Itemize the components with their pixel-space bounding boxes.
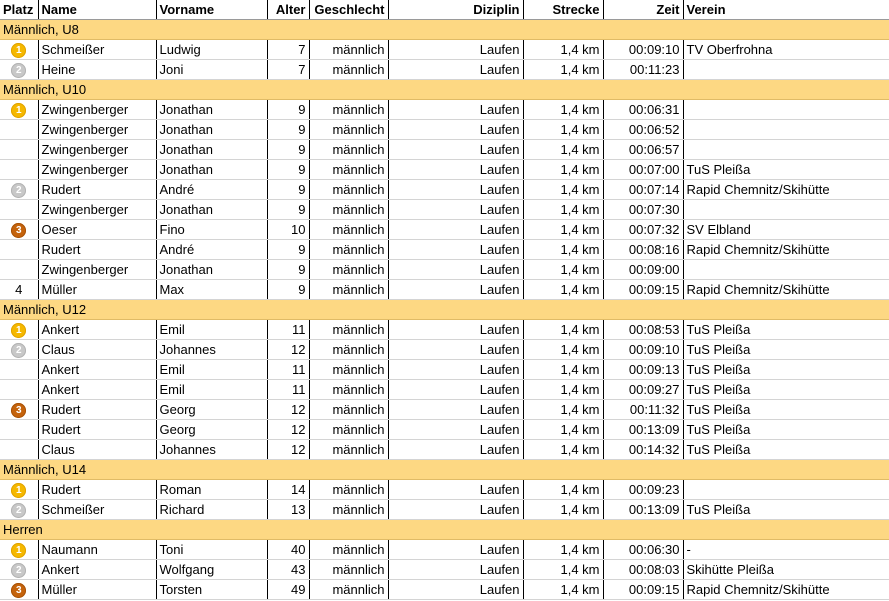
cell-zeit: 00:09:15 [603, 580, 683, 600]
gold-medal-icon: 1 [11, 543, 26, 558]
cell-strecke: 1,4 km [523, 360, 603, 380]
group-title: Männlich, U12 [0, 300, 889, 320]
gold-medal-icon: 1 [11, 483, 26, 498]
table-row [0, 340, 889, 360]
cell-geschlecht: männlich [309, 180, 388, 200]
cell-geschlecht: männlich [309, 240, 388, 260]
cell-verein: Rapid Chemnitz/Skihütte [683, 580, 889, 600]
cell-strecke: 1,4 km [523, 340, 603, 360]
cell-vorname: Johannes [156, 440, 267, 460]
header-strecke: Strecke [523, 0, 603, 20]
cell-geschlecht: männlich [309, 420, 388, 440]
cell-zeit: 00:08:53 [603, 320, 683, 340]
cell-zeit: 00:09:23 [603, 480, 683, 500]
cell-diziplin: Laufen [388, 440, 523, 460]
cell-zeit: 00:13:09 [603, 500, 683, 520]
cell-name: Heine [38, 60, 156, 80]
cell-alter: 9 [267, 100, 309, 120]
cell-alter: 14 [267, 480, 309, 500]
table-row [0, 40, 889, 60]
cell-verein: TuS Pleißa [683, 420, 889, 440]
cell-platz [0, 500, 38, 520]
table-row [0, 400, 889, 420]
cell-strecke: 1,4 km [523, 40, 603, 60]
cell-vorname: André [156, 180, 267, 200]
cell-alter: 43 [267, 560, 309, 580]
cell-alter: 9 [267, 120, 309, 140]
cell-alter: 9 [267, 280, 309, 300]
cell-name: Rudert [38, 180, 156, 200]
cell-verein: TuS Pleißa [683, 320, 889, 340]
group-title: Männlich, U14 [0, 460, 889, 480]
cell-geschlecht: männlich [309, 540, 388, 560]
header-name: Name [38, 0, 156, 20]
cell-vorname: Wolfgang [156, 560, 267, 580]
cell-platz [0, 220, 38, 240]
cell-geschlecht: männlich [309, 500, 388, 520]
cell-alter: 9 [267, 260, 309, 280]
table-row [0, 160, 889, 180]
cell-vorname: Jonathan [156, 140, 267, 160]
cell-verein [683, 140, 889, 160]
silver-medal-icon: 2 [11, 183, 26, 198]
cell-geschlecht: männlich [309, 380, 388, 400]
gold-medal-icon: 1 [11, 43, 26, 58]
cell-platz [0, 360, 38, 380]
cell-zeit: 00:09:00 [603, 260, 683, 280]
cell-name: Zwingenberger [38, 140, 156, 160]
cell-diziplin: Laufen [388, 280, 523, 300]
cell-diziplin: Laufen [388, 560, 523, 580]
cell-name: Naumann [38, 540, 156, 560]
cell-vorname: Fino [156, 220, 267, 240]
header-platz: Platz [0, 0, 38, 20]
cell-geschlecht: männlich [309, 400, 388, 420]
cell-platz: 4 [0, 280, 38, 300]
cell-zeit: 00:09:27 [603, 380, 683, 400]
cell-zeit: 00:11:32 [603, 400, 683, 420]
table-row [0, 220, 889, 240]
group-header-row [0, 20, 889, 40]
cell-geschlecht: männlich [309, 340, 388, 360]
cell-platz [0, 580, 38, 600]
cell-geschlecht: männlich [309, 360, 388, 380]
cell-vorname: Toni [156, 540, 267, 560]
cell-platz [0, 120, 38, 140]
cell-strecke: 1,4 km [523, 500, 603, 520]
cell-diziplin: Laufen [388, 400, 523, 420]
table-row [0, 280, 889, 300]
cell-vorname: Jonathan [156, 120, 267, 140]
cell-name: Zwingenberger [38, 120, 156, 140]
cell-alter: 10 [267, 220, 309, 240]
silver-medal-icon: 2 [11, 563, 26, 578]
cell-verein: TuS Pleißa [683, 360, 889, 380]
gold-medal-icon: 1 [11, 323, 26, 338]
cell-platz [0, 320, 38, 340]
group-header-row [0, 520, 889, 540]
cell-verein: Rapid Chemnitz/Skihütte [683, 180, 889, 200]
table-row [0, 360, 889, 380]
cell-verein: TuS Pleißa [683, 160, 889, 180]
cell-diziplin: Laufen [388, 200, 523, 220]
cell-platz [0, 420, 38, 440]
cell-alter: 12 [267, 420, 309, 440]
table-row [0, 560, 889, 580]
cell-vorname: Johannes [156, 340, 267, 360]
group-header-row [0, 80, 889, 100]
cell-name: Rudert [38, 420, 156, 440]
cell-diziplin: Laufen [388, 320, 523, 340]
cell-strecke: 1,4 km [523, 440, 603, 460]
cell-verein: - [683, 540, 889, 560]
cell-vorname: Emil [156, 380, 267, 400]
cell-diziplin: Laufen [388, 60, 523, 80]
cell-diziplin: Laufen [388, 120, 523, 140]
header-diziplin: Diziplin [388, 0, 523, 20]
cell-verein: Rapid Chemnitz/Skihütte [683, 240, 889, 260]
cell-geschlecht: männlich [309, 480, 388, 500]
cell-vorname: Joni [156, 60, 267, 80]
cell-strecke: 1,4 km [523, 120, 603, 140]
cell-name: Claus [38, 340, 156, 360]
table-row [0, 580, 889, 600]
cell-diziplin: Laufen [388, 580, 523, 600]
cell-strecke: 1,4 km [523, 320, 603, 340]
cell-platz [0, 540, 38, 560]
cell-diziplin: Laufen [388, 500, 523, 520]
cell-vorname: Georg [156, 420, 267, 440]
cell-zeit: 00:06:30 [603, 540, 683, 560]
cell-vorname: Jonathan [156, 200, 267, 220]
cell-verein: SV Elbland [683, 220, 889, 240]
cell-strecke: 1,4 km [523, 60, 603, 80]
cell-vorname: Max [156, 280, 267, 300]
cell-name: Ankert [38, 380, 156, 400]
cell-platz [0, 260, 38, 280]
silver-medal-icon: 2 [11, 343, 26, 358]
bronze-medal-icon: 3 [11, 403, 26, 418]
cell-verein: TuS Pleißa [683, 340, 889, 360]
cell-verein: Skihütte Pleißa [683, 560, 889, 580]
group-title: Herren [0, 520, 889, 540]
table-row [0, 240, 889, 260]
cell-alter: 9 [267, 240, 309, 260]
cell-diziplin: Laufen [388, 100, 523, 120]
cell-name: Rudert [38, 240, 156, 260]
cell-strecke: 1,4 km [523, 280, 603, 300]
cell-name: Zwingenberger [38, 160, 156, 180]
cell-vorname: Jonathan [156, 100, 267, 120]
cell-platz [0, 140, 38, 160]
cell-diziplin: Laufen [388, 40, 523, 60]
cell-strecke: 1,4 km [523, 180, 603, 200]
header-alter: Alter [267, 0, 309, 20]
cell-alter: 7 [267, 60, 309, 80]
cell-vorname: Ludwig [156, 40, 267, 60]
header-verein: Verein [683, 0, 889, 20]
cell-alter: 11 [267, 360, 309, 380]
cell-geschlecht: männlich [309, 260, 388, 280]
cell-alter: 12 [267, 400, 309, 420]
cell-zeit: 00:07:30 [603, 200, 683, 220]
cell-platz [0, 560, 38, 580]
table-row [0, 180, 889, 200]
cell-zeit: 00:09:10 [603, 340, 683, 360]
table-row [0, 500, 889, 520]
cell-platz [0, 340, 38, 360]
table-row [0, 420, 889, 440]
cell-name: Rudert [38, 400, 156, 420]
cell-geschlecht: männlich [309, 280, 388, 300]
cell-platz [0, 480, 38, 500]
cell-name: Schmeißer [38, 500, 156, 520]
cell-verein [683, 100, 889, 120]
cell-diziplin: Laufen [388, 420, 523, 440]
cell-geschlecht: männlich [309, 100, 388, 120]
cell-zeit: 00:07:14 [603, 180, 683, 200]
cell-strecke: 1,4 km [523, 240, 603, 260]
group-header-row [0, 460, 889, 480]
cell-diziplin: Laufen [388, 220, 523, 240]
cell-vorname: Jonathan [156, 160, 267, 180]
cell-strecke: 1,4 km [523, 560, 603, 580]
cell-name: Claus [38, 440, 156, 460]
table-row [0, 200, 889, 220]
cell-diziplin: Laufen [388, 340, 523, 360]
cell-name: Müller [38, 280, 156, 300]
cell-alter: 9 [267, 160, 309, 180]
cell-vorname: Georg [156, 400, 267, 420]
cell-strecke: 1,4 km [523, 260, 603, 280]
cell-strecke: 1,4 km [523, 220, 603, 240]
cell-alter: 13 [267, 500, 309, 520]
cell-name: Schmeißer [38, 40, 156, 60]
gold-medal-icon: 1 [11, 103, 26, 118]
cell-geschlecht: männlich [309, 60, 388, 80]
table-row [0, 120, 889, 140]
silver-medal-icon: 2 [11, 63, 26, 78]
cell-diziplin: Laufen [388, 360, 523, 380]
cell-strecke: 1,4 km [523, 420, 603, 440]
cell-alter: 11 [267, 320, 309, 340]
table-row [0, 480, 889, 500]
cell-name: Ankert [38, 360, 156, 380]
cell-verein: TuS Pleißa [683, 500, 889, 520]
cell-verein: TuS Pleißa [683, 380, 889, 400]
cell-platz [0, 40, 38, 60]
cell-platz [0, 240, 38, 260]
group-title: Männlich, U10 [0, 80, 889, 100]
cell-geschlecht: männlich [309, 140, 388, 160]
cell-diziplin: Laufen [388, 160, 523, 180]
bronze-medal-icon: 3 [11, 223, 26, 238]
cell-platz [0, 440, 38, 460]
table-row [0, 260, 889, 280]
table-row [0, 140, 889, 160]
cell-name: Zwingenberger [38, 100, 156, 120]
cell-platz [0, 100, 38, 120]
silver-medal-icon: 2 [11, 503, 26, 518]
cell-zeit: 00:07:00 [603, 160, 683, 180]
cell-name: Oeser [38, 220, 156, 240]
cell-strecke: 1,4 km [523, 160, 603, 180]
cell-geschlecht: männlich [309, 200, 388, 220]
header-row [0, 0, 889, 20]
cell-strecke: 1,4 km [523, 540, 603, 560]
table-row [0, 380, 889, 400]
cell-zeit: 00:06:31 [603, 100, 683, 120]
table-row [0, 540, 889, 560]
cell-name: Rudert [38, 480, 156, 500]
cell-name: Ankert [38, 560, 156, 580]
cell-zeit: 00:14:32 [603, 440, 683, 460]
cell-geschlecht: männlich [309, 440, 388, 460]
cell-alter: 11 [267, 380, 309, 400]
header-zeit: Zeit [603, 0, 683, 20]
cell-verein [683, 480, 889, 500]
cell-verein: TV Oberfrohna [683, 40, 889, 60]
cell-geschlecht: männlich [309, 560, 388, 580]
cell-alter: 9 [267, 180, 309, 200]
cell-zeit: 00:07:32 [603, 220, 683, 240]
bronze-medal-icon: 3 [11, 583, 26, 598]
cell-verein [683, 60, 889, 80]
group-title: Männlich, U8 [0, 20, 889, 40]
cell-platz [0, 200, 38, 220]
cell-strecke: 1,4 km [523, 480, 603, 500]
cell-diziplin: Laufen [388, 240, 523, 260]
cell-vorname: Jonathan [156, 260, 267, 280]
cell-verein: Rapid Chemnitz/Skihütte [683, 280, 889, 300]
cell-diziplin: Laufen [388, 180, 523, 200]
cell-zeit: 00:09:10 [603, 40, 683, 60]
cell-strecke: 1,4 km [523, 140, 603, 160]
cell-zeit: 00:11:23 [603, 60, 683, 80]
cell-zeit: 00:06:57 [603, 140, 683, 160]
cell-alter: 40 [267, 540, 309, 560]
cell-strecke: 1,4 km [523, 400, 603, 420]
cell-diziplin: Laufen [388, 540, 523, 560]
cell-vorname: Torsten [156, 580, 267, 600]
cell-vorname: Richard [156, 500, 267, 520]
cell-vorname: Emil [156, 320, 267, 340]
cell-strecke: 1,4 km [523, 580, 603, 600]
cell-alter: 9 [267, 200, 309, 220]
cell-diziplin: Laufen [388, 380, 523, 400]
cell-name: Zwingenberger [38, 260, 156, 280]
cell-geschlecht: männlich [309, 320, 388, 340]
cell-platz [0, 380, 38, 400]
group-header-row [0, 300, 889, 320]
cell-zeit: 00:09:13 [603, 360, 683, 380]
cell-geschlecht: männlich [309, 160, 388, 180]
cell-zeit: 00:08:16 [603, 240, 683, 260]
cell-diziplin: Laufen [388, 140, 523, 160]
table-row [0, 100, 889, 120]
cell-alter: 12 [267, 340, 309, 360]
cell-diziplin: Laufen [388, 480, 523, 500]
cell-vorname: Emil [156, 360, 267, 380]
results-body [0, 20, 889, 600]
cell-platz [0, 60, 38, 80]
cell-zeit: 00:13:09 [603, 420, 683, 440]
cell-verein [683, 200, 889, 220]
cell-verein: TuS Pleißa [683, 440, 889, 460]
cell-geschlecht: männlich [309, 220, 388, 240]
cell-vorname: André [156, 240, 267, 260]
cell-zeit: 00:06:52 [603, 120, 683, 140]
cell-diziplin: Laufen [388, 260, 523, 280]
cell-geschlecht: männlich [309, 580, 388, 600]
cell-alter: 7 [267, 40, 309, 60]
cell-geschlecht: männlich [309, 40, 388, 60]
cell-verein [683, 260, 889, 280]
cell-name: Zwingenberger [38, 200, 156, 220]
cell-strecke: 1,4 km [523, 200, 603, 220]
cell-platz [0, 160, 38, 180]
cell-strecke: 1,4 km [523, 380, 603, 400]
header-vorname: Vorname [156, 0, 267, 20]
cell-geschlecht: männlich [309, 120, 388, 140]
cell-alter: 9 [267, 140, 309, 160]
cell-verein [683, 120, 889, 140]
table-row [0, 60, 889, 80]
cell-name: Müller [38, 580, 156, 600]
cell-name: Ankert [38, 320, 156, 340]
cell-verein: TuS Pleißa [683, 400, 889, 420]
cell-platz [0, 180, 38, 200]
cell-alter: 12 [267, 440, 309, 460]
cell-platz [0, 400, 38, 420]
cell-zeit: 00:08:03 [603, 560, 683, 580]
cell-strecke: 1,4 km [523, 100, 603, 120]
header-geschlecht: Geschlecht [309, 0, 388, 20]
cell-vorname: Roman [156, 480, 267, 500]
cell-alter: 49 [267, 580, 309, 600]
cell-zeit: 00:09:15 [603, 280, 683, 300]
table-row [0, 440, 889, 460]
table-row [0, 320, 889, 340]
